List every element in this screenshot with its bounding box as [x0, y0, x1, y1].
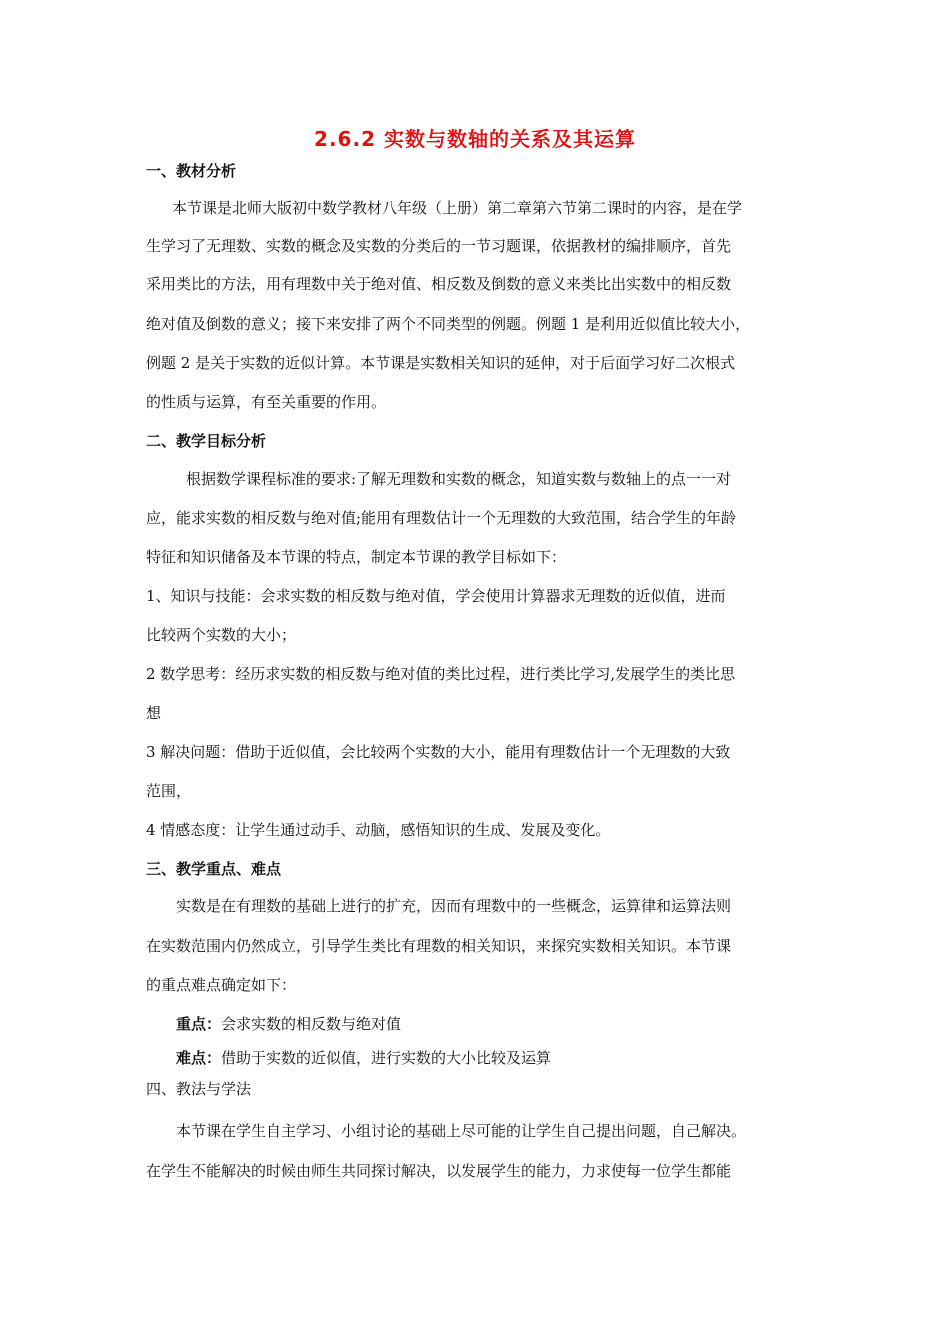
section-1-heading: 一、教材分析 [146, 162, 237, 180]
difficult-point [176, 1047, 551, 1068]
section-3-line: 在实数范围内仍然成立，引导学生类比有理数的相关知识，来探究实数相关知识。本节课 [146, 937, 732, 955]
section-4-heading: 四、教法与学法 [146, 1080, 252, 1098]
section-1-line: 本节课是北师大版初中数学教材八年级（上册）第二章第六节第二课时的内容，是在学 [172, 199, 743, 217]
section-1-line: 例题 2 是关于实数的近似计算。本节课是实数相关知识的延伸，对于后面学习好二次根式 [146, 354, 736, 372]
section-2-line: 2 数学思考：经历求实数的相反数与绝对值的类比过程，进行类比学习,发展学生的类比思 [146, 665, 736, 683]
section-3-heading: 三、教学重点、难点 [146, 860, 282, 878]
section-2-line: 3 解决问题：借助于近似值，会比较两个实数的大小，能用有理数估计一个无理数的大致 [146, 743, 731, 761]
key-point [176, 1013, 401, 1034]
section-3-line: 实数是在有理数的基础上进行的扩充，因而有理数中的一些概念，运算律和运算法则 [176, 897, 732, 915]
section-1-line: 的性质与运算，有至关重要的作用。 [146, 393, 387, 411]
section-2-line: 特征和知识储备及本节课的特点，制定本节课的教学目标如下： [146, 548, 567, 566]
section-2-line: 比较两个实数的大小； [146, 626, 297, 644]
section-2-line: 1、知识与技能：会求实数的相反数与绝对值，学会使用计算器求无理数的近似值，进而 [146, 587, 726, 605]
difficult-point-text: 借助于实数的近似值，进行实数的大小比较及运算 [221, 1049, 552, 1067]
section-4-line: 在学生不能解决的时候由师生共同探讨解决，以发展学生的能力，力求使每一位学生都能 [146, 1162, 732, 1180]
section-2-line: 范围， [146, 782, 192, 800]
key-point-text: 会求实数的相反数与绝对值 [221, 1015, 402, 1033]
section-2-heading: 二、教学目标分析 [146, 432, 267, 450]
section-1-line: 生学习了无理数、实数的概念及实数的分类后的一节习题课，依据教材的编排顺序，首先 [146, 237, 732, 255]
section-2-line: 根据数学课程标准的要求:了解无理数和实数的概念，知道实数与数轴上的点一一对 [186, 470, 732, 488]
section-1-line: 采用类比的方法，用有理数中关于绝对值、相反数及倒数的意义来类比出实数中的相反数 [146, 275, 732, 293]
section-4-line: 本节课在学生自主学习、小组讨论的基础上尽可能的让学生自己提出问题，自己解决。 [176, 1122, 747, 1140]
section-2-line: 想 [146, 704, 162, 722]
section-1-line: 绝对值及倒数的意义；接下来安排了两个不同类型的例题。例题 1 是利用近似值比较大小， [146, 315, 751, 333]
section-3-line: 的重点难点确定如下： [146, 976, 297, 994]
section-2-line: 应，能求实数的相反数与绝对值;能用有理数估计一个无理数的大致范围，结合学生的年龄 [146, 509, 737, 527]
document-title: 2.6.2 实数与数轴的关系及其运算 [314, 127, 636, 151]
key-point-label: 重点： [176, 1015, 222, 1033]
difficult-point-label: 难点： [176, 1049, 222, 1067]
section-2-line: 4 情感态度：让学生通过动手、动脑，感悟知识的生成、发展及变化。 [146, 821, 611, 839]
